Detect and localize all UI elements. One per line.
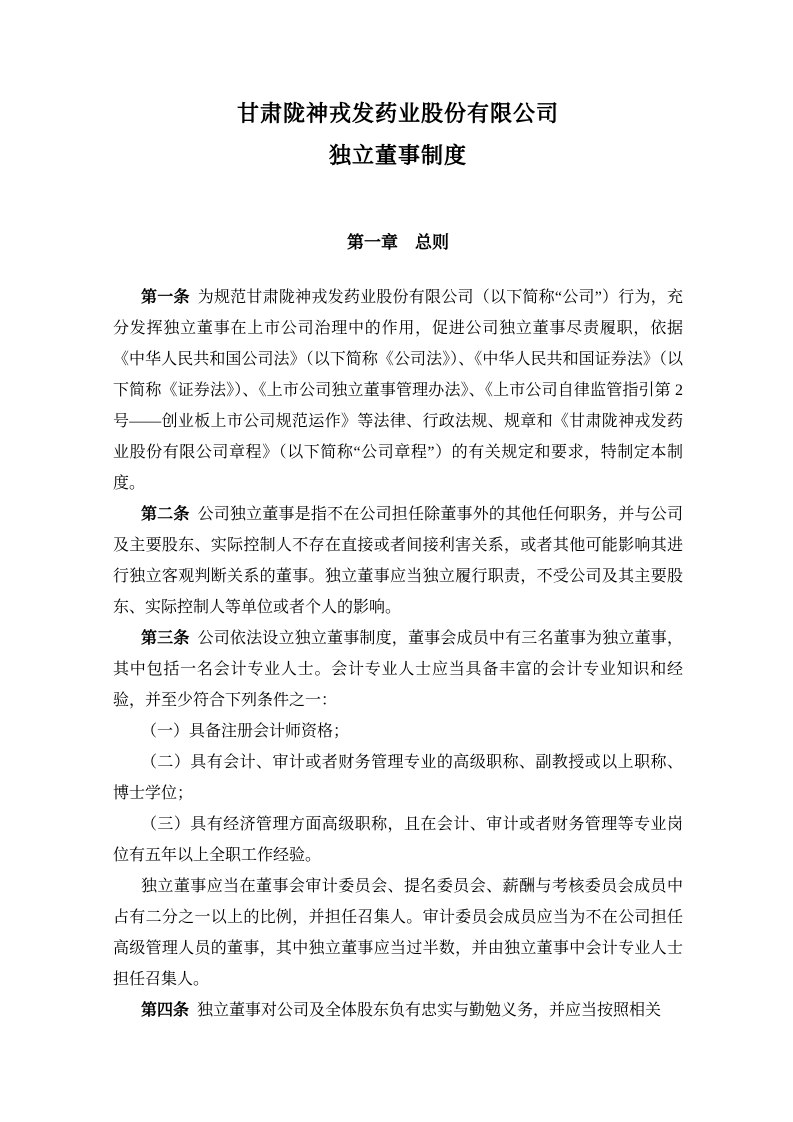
condition-3-text: （三）具有经济管理方面高级职称，且在会计、审计或者财务管理等专业岗位有五年以上全职工作经验。 <box>113 816 683 864</box>
article-4-text: 独立董事对公司及全体股东负有忠实与勤勉义务，并应当按照相关 <box>197 1002 662 1019</box>
paragraph-article-2 <box>113 499 683 623</box>
condition-2-text: （二）具有会计、审计或者财务管理专业的高级职称、副教授或以上职称、博士学位； <box>113 754 683 802</box>
paragraph-condition-1 <box>113 716 683 747</box>
paragraph-condition-2 <box>113 747 683 809</box>
document-body <box>113 282 683 1026</box>
document-title-company-name: 甘肃陇神戎发药业股份有限公司 <box>236 101 559 126</box>
article-2-text: 公司独立董事是指不在公司担任除董事外的其他任何职务，并与公司及主要股东、实际控制人不存在直接或者间接利害关系，或者其他可能影响其进行独立客观判断关系的董事。独立董事应当独立履行职责，不受公司及其主要股东、实际控制人等单位或者个人的影响。 <box>113 506 683 616</box>
paragraph-condition-3 <box>113 809 683 871</box>
chapter-heading: 第一章 总则 <box>347 233 449 252</box>
article-2-label: 第二条 <box>141 506 190 523</box>
paragraph-committee-requirement <box>113 871 683 995</box>
paragraph-article-1 <box>113 282 683 499</box>
paragraph-article-3 <box>113 623 683 716</box>
article-3-label: 第三条 <box>141 630 190 647</box>
article-1-label: 第一条 <box>141 289 190 306</box>
article-4-label: 第四条 <box>141 1002 190 1019</box>
committee-paragraph-text: 独立董事应当在董事会审计委员会、提名委员会、薪酬与考核委员会成员中占有二分之一以上的比例，并担任召集人。审计委员会成员应当为不在公司担任高级管理人员的董事，其中独立董事应当过半数，并由独立董事中会计专业人士担任召集人。 <box>113 878 683 988</box>
article-1-text: 为规范甘肃陇神戎发药业股份有限公司（以下简称“公司”）行为，充分发挥独立董事在上市公司治理中的作用，促进公司独立董事尽责履职，依据《中华人民共和国公司法》（以下简称《公司法》）、《中华人民共和国证券法》（以下简称《证券法》）、《上市公司独立董事管理办法》、《上市公司自律监管指引第 2 号——创业板上市公司规范运作》等法律、行政法规、规章和《甘肃陇神戎发药业股份有限公司章程》（以下简称“公司章程”）的有关规定和要求，特制定本制度。 <box>113 289 683 492</box>
article-3-text: 公司依法设立独立董事制度，董事会成员中有三名董事为独立董事，其中包括一名会计专业人士。会计专业人士应当具备丰富的会计专业知识和经验，并至少符合下列条件之一： <box>113 630 683 709</box>
document-title-policy-name: 独立董事制度 <box>328 143 467 168</box>
condition-1-text: （一）具备注册会计师资格； <box>141 723 350 740</box>
paragraph-article-4 <box>113 995 683 1026</box>
